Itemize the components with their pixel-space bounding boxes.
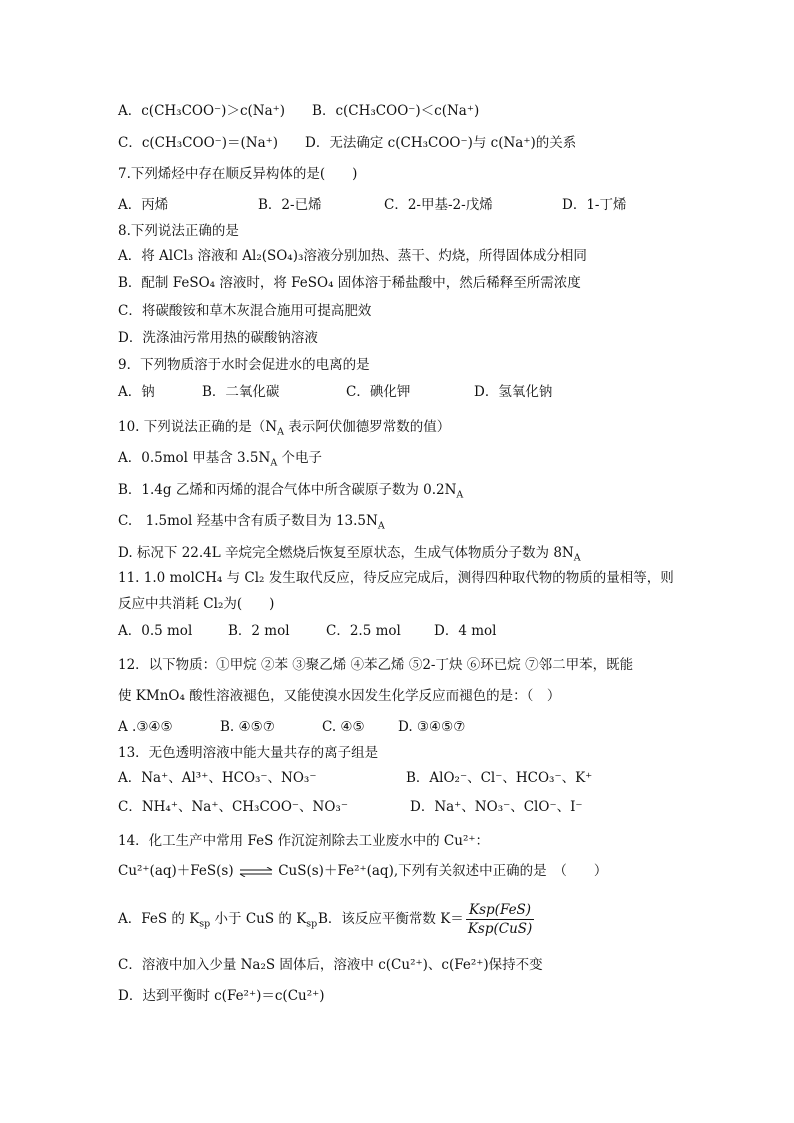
q14-option-a: A．FeS 的 $K_{sp}$ 小于 CuS 的 $K_{sp}$ <box>118 911 318 930</box>
q8-option-a: A．将 AlCl₃ 溶液和 Al₂(SO₄)₃溶液分别加热、蒸干、灼烧，所得固体成分相同 <box>118 248 587 264</box>
q14-equation-right: CuS(s)＋Fe²⁺(aq),下列有关叙述中正确的是 （ ） <box>278 863 608 879</box>
q14-fraction-numerator: Ksp(FeS) <box>466 901 534 920</box>
q14-option-d: D．达到平衡时 c(Fe²⁺)＝c(Cu²⁺) <box>118 988 325 1004</box>
q11-stem-line1: 11. 1.0 molCH₄ 与 Cl₂ 发生取代反应，待反应完成后，测得四种取代物的物质的量相等，则 <box>118 570 674 586</box>
q8-option-c: C．将碳酸铵和草木灰混合施用可提高肥效 <box>118 303 372 319</box>
q12-option-a: A .③④⑤ <box>118 719 173 735</box>
q12-stem-line1: 12．以下物质：①甲烷 ②苯 ③聚乙烯 ④苯乙烯 ⑤2-丁炔 ⑥环已烷 ⑦邻二甲苯，既能 <box>118 657 634 673</box>
q13-option-d: D．Na⁺、NO₃⁻、ClO⁻、I⁻ <box>410 799 583 815</box>
q8-stem: 8.下列说法正确的是 <box>118 223 239 239</box>
q11-option-d: D．4 mol <box>434 623 497 639</box>
equilibrium-arrow-icon <box>238 867 274 877</box>
q7-option-c: C．2-甲基-2-戊烯 <box>384 197 493 213</box>
q14-option-b: B．该反应平衡常数 K＝ <box>318 911 464 927</box>
q7-options <box>118 195 626 215</box>
q7-option-d: D．1-丁烯 <box>562 197 627 213</box>
q10-option-d: D. 标况下 22.4L 辛烷完全燃烧后恢复至原状态，生成气体物质分子数为 $8N_A$ <box>118 545 581 564</box>
q13-option-b: B．AlO₂⁻、Cl⁻、HCO₃⁻、K⁺ <box>406 770 593 786</box>
q10-stem: 10. 下列说法正确的是（$N_A$ 表示阿伏伽德罗常数的值） <box>118 419 451 438</box>
q11-option-b: B．2 mol <box>228 623 290 639</box>
q11-options <box>118 621 496 641</box>
q9-option-c: C．碘化钾 <box>346 384 411 400</box>
q9-stem: 9．下列物质溶于水时会促进水的电离的是 <box>118 357 370 373</box>
q9-option-a: A．钠 <box>118 384 155 400</box>
q14-option-b-fraction <box>466 901 534 938</box>
q13-option-a: A．Na⁺、Al³⁺、HCO₃⁻、NO₃⁻ <box>118 770 317 786</box>
q10-option-c: C. 1.5mol 羟基中含有质子数目为 $13.5N_A$ <box>118 513 385 532</box>
q8-option-b: B．配制 FeSO₄ 溶液时，将 FeSO₄ 固体溶于稀盐酸中，然后稀释至所需浓度 <box>118 275 581 291</box>
q10-option-a: A．0.5mol 甲基含 $3.5N_A$ 个电子 <box>118 450 323 469</box>
q14-equation-left: Cu²⁺(aq)＋FeS(s) <box>118 863 234 879</box>
q14-fraction-denominator: Ksp(CuS) <box>467 921 533 937</box>
q13-options-ab <box>118 768 592 788</box>
q11-option-c: C．2.5 mol <box>326 623 401 639</box>
q14-stem: 14．化工生产中常用 FeS 作沉淀剂除去工业废水中的 Cu²⁺： <box>118 833 489 849</box>
q12-options <box>118 717 465 737</box>
q6-options-ab: A．c(CH₃COO⁻)＞c(Na⁺) B．c(CH₃COO⁻)＜c(Na⁺) <box>118 103 480 119</box>
q14-option-c: C．溶液中加入少量 Na₂S 固体后，溶液中 c(Cu²⁺)、c(Fe²⁺)保持不变 <box>118 957 543 973</box>
q14-equation <box>118 861 607 881</box>
q14-options-ab <box>118 900 534 938</box>
q7-option-b: B．2-已烯 <box>258 197 322 213</box>
q6-options-cd: C．c(CH₃COO⁻)＝(Na⁺) D．无法确定 c(CH₃COO⁻)与 c(Na⁺)的关系 <box>118 135 577 151</box>
q11-stem-line2: 反应中共消耗 Cl₂为( ) <box>118 596 275 612</box>
q13-stem: 13．无色透明溶液中能大量共存的离子组是 <box>118 745 379 761</box>
q10-option-b: B．1.4g 乙烯和丙烯的混合气体中所含碳原子数为 $0.2N_A$ <box>118 482 464 501</box>
q12-option-b: B. ④⑤⑦ <box>220 719 275 735</box>
q12-option-c: C. ④⑤ <box>322 719 365 735</box>
q9-option-b: B．二氧化碳 <box>202 384 280 400</box>
q12-stem-line2: 使 KMnO₄ 酸性溶液褪色，又能使溴水因发生化学反应而褪色的是：（ ） <box>118 688 561 704</box>
q13-option-c: C．NH₄⁺、Na⁺、CH₃COO⁻、NO₃⁻ <box>118 799 348 815</box>
q7-stem: 7.下列烯烃中存在顺反异构体的是( ) <box>118 166 358 182</box>
q9-option-d: D．氢氧化钠 <box>474 384 553 400</box>
q7-option-a: A．丙烯 <box>118 197 169 213</box>
q8-option-d: D．洗涤油污常用热的碳酸钠溶液 <box>118 330 318 346</box>
q13-options-cd <box>118 797 583 817</box>
q9-options <box>118 382 552 402</box>
q12-option-d: D. ③④⑤⑦ <box>398 719 466 735</box>
q11-option-a: A．0.5 mol <box>118 623 193 639</box>
